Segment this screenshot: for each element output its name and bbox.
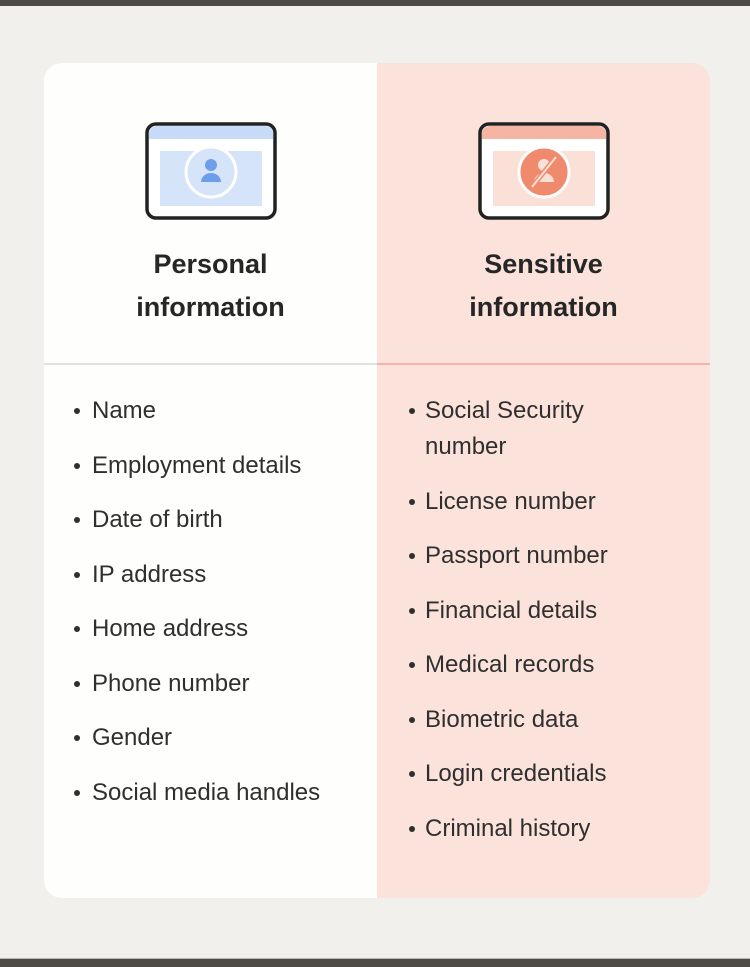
list-item: Criminal history	[407, 811, 700, 847]
list-item: License number	[407, 484, 700, 520]
list-item: Home address	[72, 611, 367, 647]
sensitive-info-column	[377, 63, 710, 898]
title-line-2: information	[469, 292, 618, 322]
divider	[44, 363, 377, 365]
list-item: Gender	[72, 720, 367, 756]
list-item: Employment details	[72, 448, 367, 484]
column-header	[44, 63, 377, 363]
title-line-2: information	[136, 292, 285, 322]
list-item: Social media handles	[72, 775, 367, 811]
user-profile-icon	[145, 122, 277, 220]
list-item: Medical records	[407, 647, 700, 683]
title-line-1: Personal	[153, 249, 268, 279]
list-item: Social Security number	[407, 393, 625, 465]
divider	[377, 363, 710, 365]
personal-info-list	[72, 393, 367, 829]
list-item: Phone number	[72, 666, 367, 702]
list-item: Passport number	[407, 538, 700, 574]
top-bar	[0, 0, 750, 6]
column-header	[377, 63, 710, 363]
list-item: Date of birth	[72, 502, 367, 538]
bottom-bar	[0, 958, 750, 967]
list-item: Biometric data	[407, 702, 700, 738]
title-line-1: Sensitive	[484, 249, 603, 279]
column-title	[377, 243, 710, 329]
list-item: Name	[72, 393, 367, 429]
list-item: Login credentials	[407, 756, 700, 792]
comparison-card	[44, 63, 710, 898]
personal-info-column	[44, 63, 377, 898]
user-blocked-icon	[478, 122, 610, 220]
sensitive-info-list	[407, 393, 700, 865]
list-item: IP address	[72, 557, 367, 593]
column-title	[44, 243, 377, 329]
list-item: Financial details	[407, 593, 700, 629]
